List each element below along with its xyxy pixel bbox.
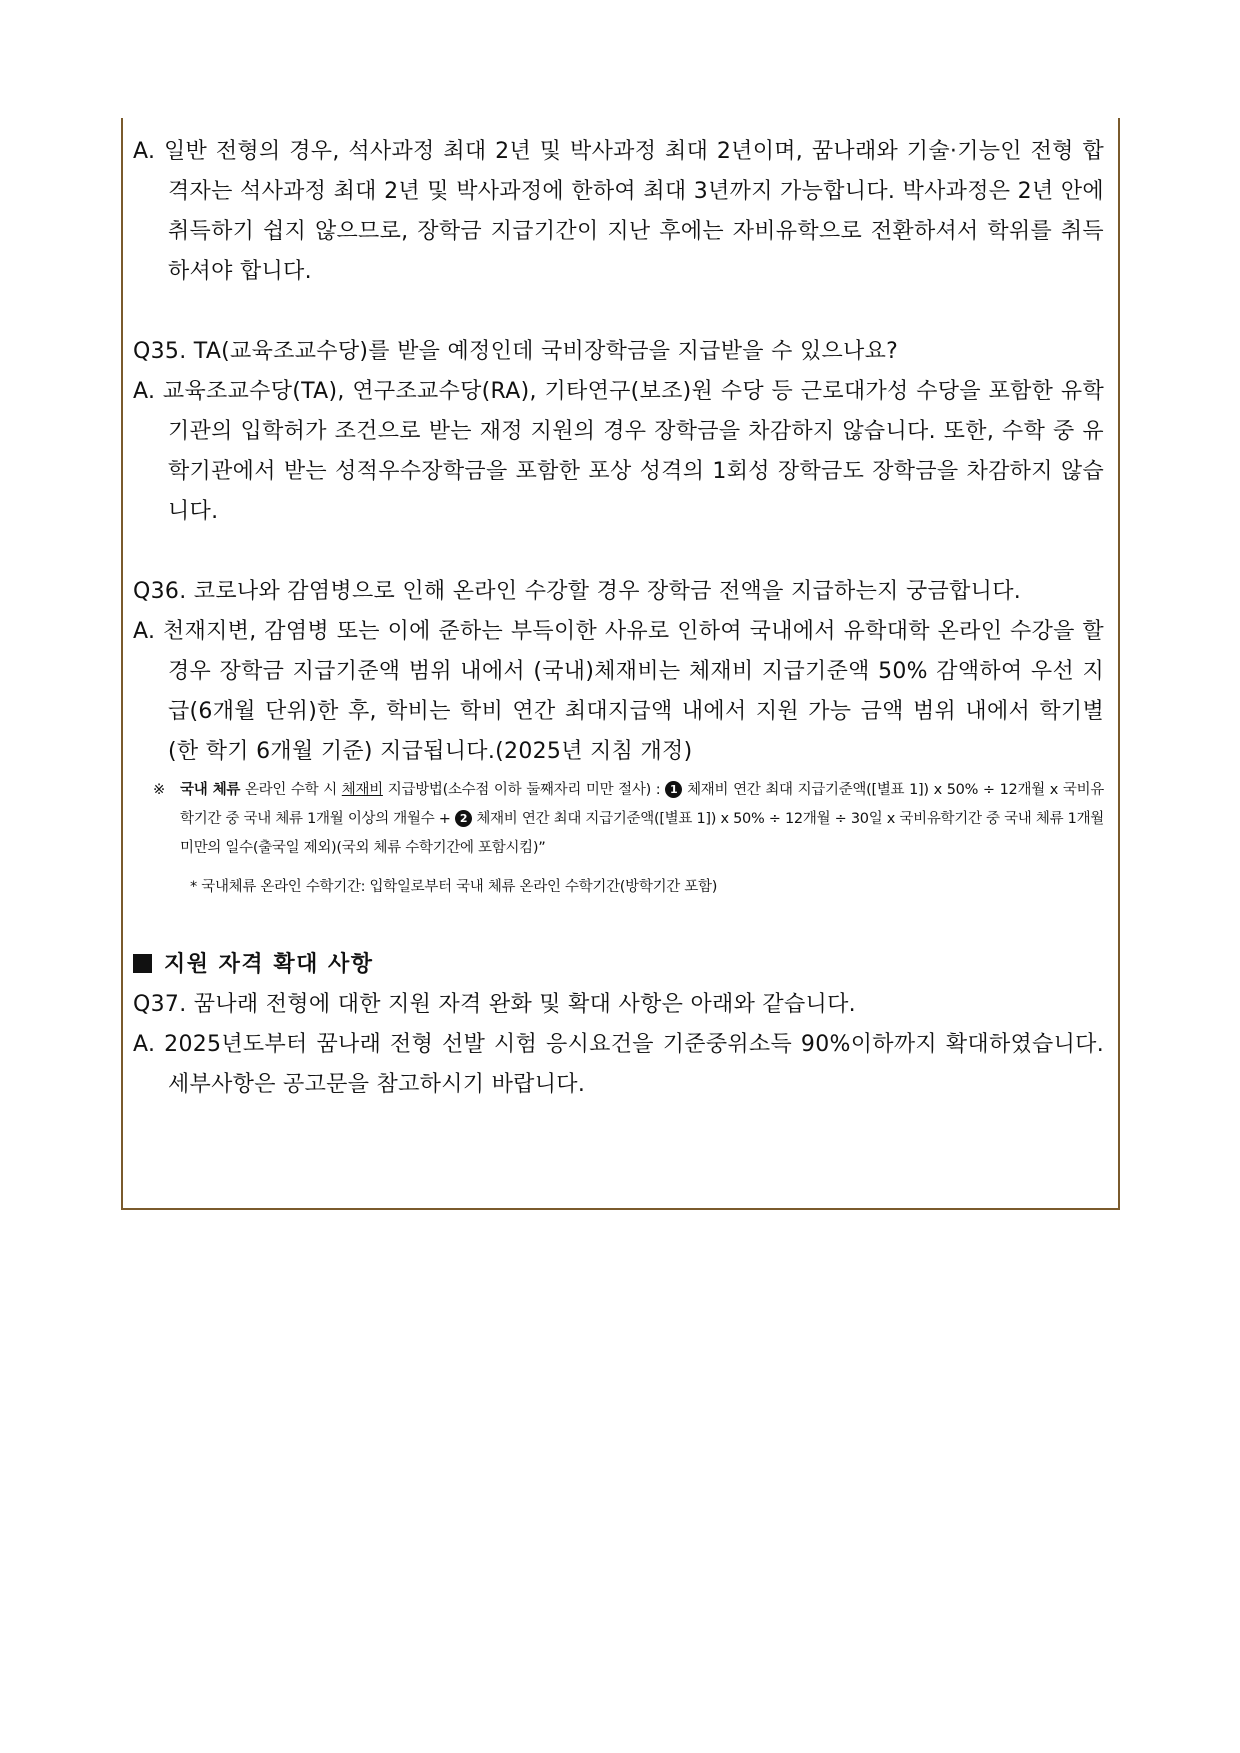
answer-37: A. 2025년도부터 꿈나래 전형 선발 시험 응시요건을 기준중위소득 90%이하까지 확대하였습니다. 세부사항은 공고문을 참고하시기 바랍니다.	[133, 1032, 1104, 1097]
answer-35: A. 교육조교수당(TA), 연구조교수당(RA), 기타연구(보조)원 수당 등 근로대가성 수당을 포함한 유학기관의 입학허가 조건으로 받는 재정 지원의 경우 장학금을 차감하지 않습니다. 또한, 수학 중 유학기관에서 받는 성적우수장학금을 포함한 포상 성격의 1회성 장학금도 장학금을 차감하지 않습니다.	[133, 379, 1104, 524]
section-heading	[133, 945, 1104, 985]
black-square-icon	[133, 954, 152, 973]
circled-number-2-icon: 2	[455, 810, 472, 827]
question-37: Q37. 꿈나래 전형에 대한 지원 자격 완화 및 확대 사항은 아래와 같습니다.	[133, 992, 856, 1017]
note-bold-term: 국내 체류	[180, 782, 241, 798]
reference-mark-icon: ※	[153, 782, 165, 798]
note-text-4: 체재비 연간 최대 지급기준액([별표 1]) x 50% ÷ 12개월 ÷ 30일 x 국비유학기간 중 국내 체류 1개월 미만의 일수(출국일 제외)(국외 체류 수학기간에 포함시킴)”	[180, 811, 1104, 856]
answer-36: A. 천재지변, 감염병 또는 이에 준하는 부득이한 사유로 인하여 국내에서 유학대학 온라인 수강을 할 경우 장학금 지급기준액 범위 내에서 (국내)체재비는 체재비 지급기준액 50% 감액하여 우선 지급(6개월 단위)한 후, 학비는 학비 연간 최대지급액 내에서 지원 가능 금액 범위 내에서 학기별(한 학기 6개월 기준) 지급됩니다.(2025년 지침 개정)	[133, 619, 1104, 764]
question-36: Q36. 코로나와 감염병으로 인해 온라인 수강할 경우 장학금 전액을 지급하는지 궁금합니다.	[133, 579, 1022, 604]
faq-content	[133, 132, 1104, 1105]
answer-34: A. 일반 전형의 경우, 석사과정 최대 2년 및 박사과정 최대 2년이며, 꿈나래와 기술·기능인 전형 합격자는 석사과정 최대 2년 및 박사과정에 한하여 최대 3년까지 가능합니다. 박사과정은 2년 안에 취득하기 쉽지 않으므로, 장학금 지급기간이 지난 후에는 자비유학으로 전환하셔서 학위를 취득하셔야 합니다.	[133, 139, 1104, 284]
payment-method-note	[153, 776, 1104, 863]
faq-box	[121, 118, 1120, 1210]
question-35: Q35. TA(교육조교수당)를 받을 예정인데 국비장학금을 지급받을 수 있으나요?	[133, 339, 899, 364]
note-underline-term: 체재비	[341, 782, 383, 798]
note-text-3: 체재비 연간 최대 지급기준액([별표 1]) x 50% ÷ 12개월 x 국비유학기간 중 국내 체류 1개월 이상의 개월수 +	[180, 782, 1105, 827]
section-title: 지원 자격 확대 사항	[164, 952, 374, 977]
online-period-footnote: * 국내체류 온라인 수학기간: 입학일로부터 국내 체류 온라인 수학기간(방학기간 포함)	[190, 879, 718, 895]
note-text-1: 온라인 수학 시	[240, 782, 342, 798]
note-text-2: 지급방법(소수점 이하 둘째자리 미만 절사) :	[382, 782, 666, 798]
circled-number-1-icon: 1	[665, 781, 682, 798]
